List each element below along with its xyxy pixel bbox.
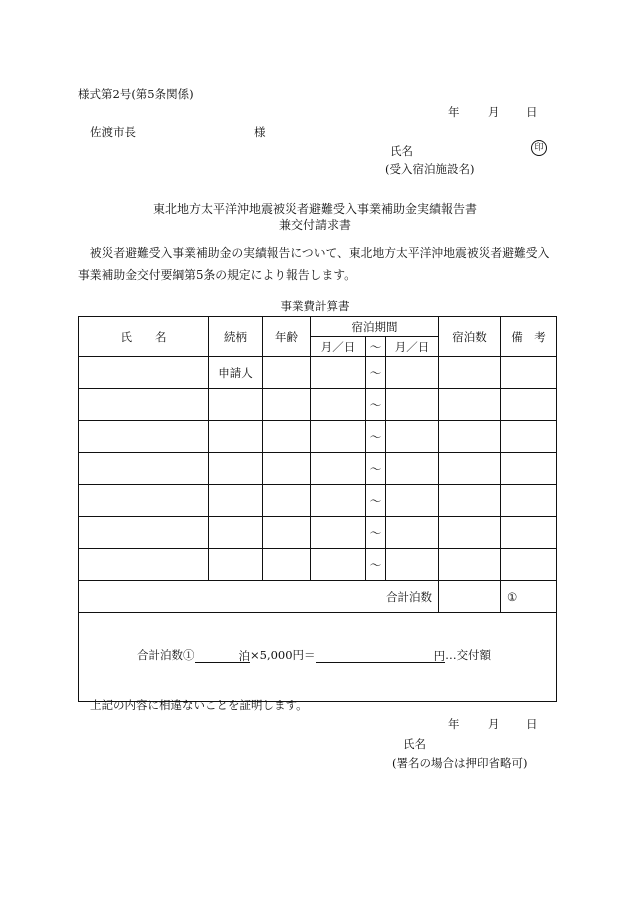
form-number: 様式第2号(第5条関係) [78, 87, 194, 101]
cell-name[interactable] [79, 389, 209, 421]
cell-relation[interactable] [209, 421, 263, 453]
cell-remarks[interactable] [501, 421, 557, 453]
formula-prefix: 合計泊数① [137, 648, 195, 662]
cell-tilde: ～ [366, 389, 386, 421]
cell-tilde: ～ [366, 453, 386, 485]
cell-tilde: ～ [366, 357, 386, 389]
cell-remarks[interactable] [501, 389, 557, 421]
cert-date-month-label: 月 [488, 717, 500, 731]
cell-to[interactable] [386, 549, 439, 581]
header-nights: 宿泊数 [439, 317, 501, 357]
cell-relation[interactable]: 申請人 [209, 357, 263, 389]
cell-name[interactable] [79, 421, 209, 453]
cert-date-year-label: 年 [448, 717, 460, 731]
cell-to[interactable] [386, 453, 439, 485]
header-relation: 続柄 [209, 317, 263, 357]
cell-age[interactable] [263, 485, 311, 517]
total-nights-label: 合計泊数 [79, 581, 439, 613]
addressee: 佐渡市長 [90, 125, 136, 139]
document-title: 東北地方太平洋沖地震被災者避難受入事業補助金実績報告書 [152, 202, 477, 216]
cell-age[interactable] [263, 389, 311, 421]
addressee-honorific: 様 [254, 125, 266, 139]
report-body-text: 被災者避難受入事業補助金の実績報告について、東北地方太平洋沖地震被災者避難受入事業補助金交付要綱第5条の規定により報告します。 [78, 246, 550, 282]
cell-name[interactable] [79, 453, 209, 485]
total-marker: ① [501, 581, 557, 613]
table-row [79, 453, 557, 485]
facility-note: (受入宿泊施設名) [385, 162, 475, 176]
cell-remarks[interactable] [501, 357, 557, 389]
cell-name[interactable] [79, 485, 209, 517]
table-row [79, 485, 557, 517]
formula-rate: ×5,000円＝ [250, 648, 316, 662]
cell-nights[interactable] [439, 357, 501, 389]
header-name: 氏 名 [79, 317, 209, 357]
table-row [79, 389, 557, 421]
cell-tilde: ～ [366, 421, 386, 453]
certification-date [448, 716, 538, 732]
cell-from[interactable] [311, 453, 366, 485]
table-row [79, 421, 557, 453]
cell-nights[interactable] [439, 389, 501, 421]
cell-from[interactable] [311, 357, 366, 389]
cell-name[interactable] [79, 357, 209, 389]
cell-tilde: ～ [366, 517, 386, 549]
cell-from[interactable] [311, 421, 366, 453]
certification-text: 上記の内容に相違ないことを証明します。 [90, 698, 308, 712]
grant-formula [137, 647, 491, 663]
cell-relation[interactable] [209, 517, 263, 549]
header-tilde: ～ [366, 337, 386, 357]
table-row [79, 357, 557, 389]
header-stay-period: 宿泊期間 [311, 317, 439, 337]
cert-date-day-label: 日 [526, 717, 538, 731]
expense-table [78, 316, 557, 702]
cell-tilde: ～ [366, 485, 386, 517]
applicant-name-label: 氏名 [390, 144, 413, 158]
cell-nights[interactable] [439, 421, 501, 453]
cell-remarks[interactable] [501, 485, 557, 517]
cell-from[interactable] [311, 389, 366, 421]
cell-to[interactable] [386, 421, 439, 453]
formula-yen: 円 [433, 649, 446, 663]
cell-to[interactable] [386, 389, 439, 421]
cell-to[interactable] [386, 485, 439, 517]
cell-age[interactable] [263, 549, 311, 581]
table-row [79, 517, 557, 549]
cell-nights[interactable] [439, 453, 501, 485]
date-day-label: 日 [526, 105, 538, 119]
cell-remarks[interactable] [501, 453, 557, 485]
document-subtitle: 兼交付請求書 [278, 218, 351, 232]
seal-icon: 印 [531, 140, 547, 156]
formula-nights-field[interactable] [195, 648, 239, 663]
header-age: 年齢 [263, 317, 311, 357]
cell-name[interactable] [79, 549, 209, 581]
cell-to[interactable] [386, 357, 439, 389]
date-year-label: 年 [448, 105, 460, 119]
header-to-date: 月／日 [386, 337, 439, 357]
cell-name[interactable] [79, 517, 209, 549]
cell-from[interactable] [311, 485, 366, 517]
cell-to[interactable] [386, 517, 439, 549]
cell-age[interactable] [263, 517, 311, 549]
cell-relation[interactable] [209, 389, 263, 421]
formula-suffix: …交付額 [445, 648, 492, 662]
cell-age[interactable] [263, 357, 311, 389]
report-date [448, 104, 538, 120]
total-nights-value[interactable] [439, 581, 501, 613]
grant-calculation [79, 613, 557, 702]
header-from-date: 月／日 [311, 337, 366, 357]
cell-relation[interactable] [209, 485, 263, 517]
cell-nights[interactable] [439, 517, 501, 549]
cell-age[interactable] [263, 453, 311, 485]
cell-relation[interactable] [209, 453, 263, 485]
formula-nights-unit: 泊 [238, 649, 250, 663]
cell-nights[interactable] [439, 549, 501, 581]
date-month-label: 月 [488, 105, 500, 119]
cell-remarks[interactable] [501, 549, 557, 581]
cell-nights[interactable] [439, 485, 501, 517]
signature-note: (署名の場合は押印省略可) [392, 756, 528, 770]
cell-from[interactable] [311, 517, 366, 549]
header-remarks: 備 考 [501, 317, 557, 357]
table-row [79, 549, 557, 581]
cell-from[interactable] [311, 549, 366, 581]
cell-remarks[interactable] [501, 517, 557, 549]
table-title: 事業費計算書 [280, 299, 350, 313]
formula-amount-field[interactable] [316, 648, 434, 663]
cell-tilde: ～ [366, 549, 386, 581]
signer-name-label: 氏名 [403, 737, 426, 751]
cell-age[interactable] [263, 421, 311, 453]
cell-relation[interactable] [209, 549, 263, 581]
